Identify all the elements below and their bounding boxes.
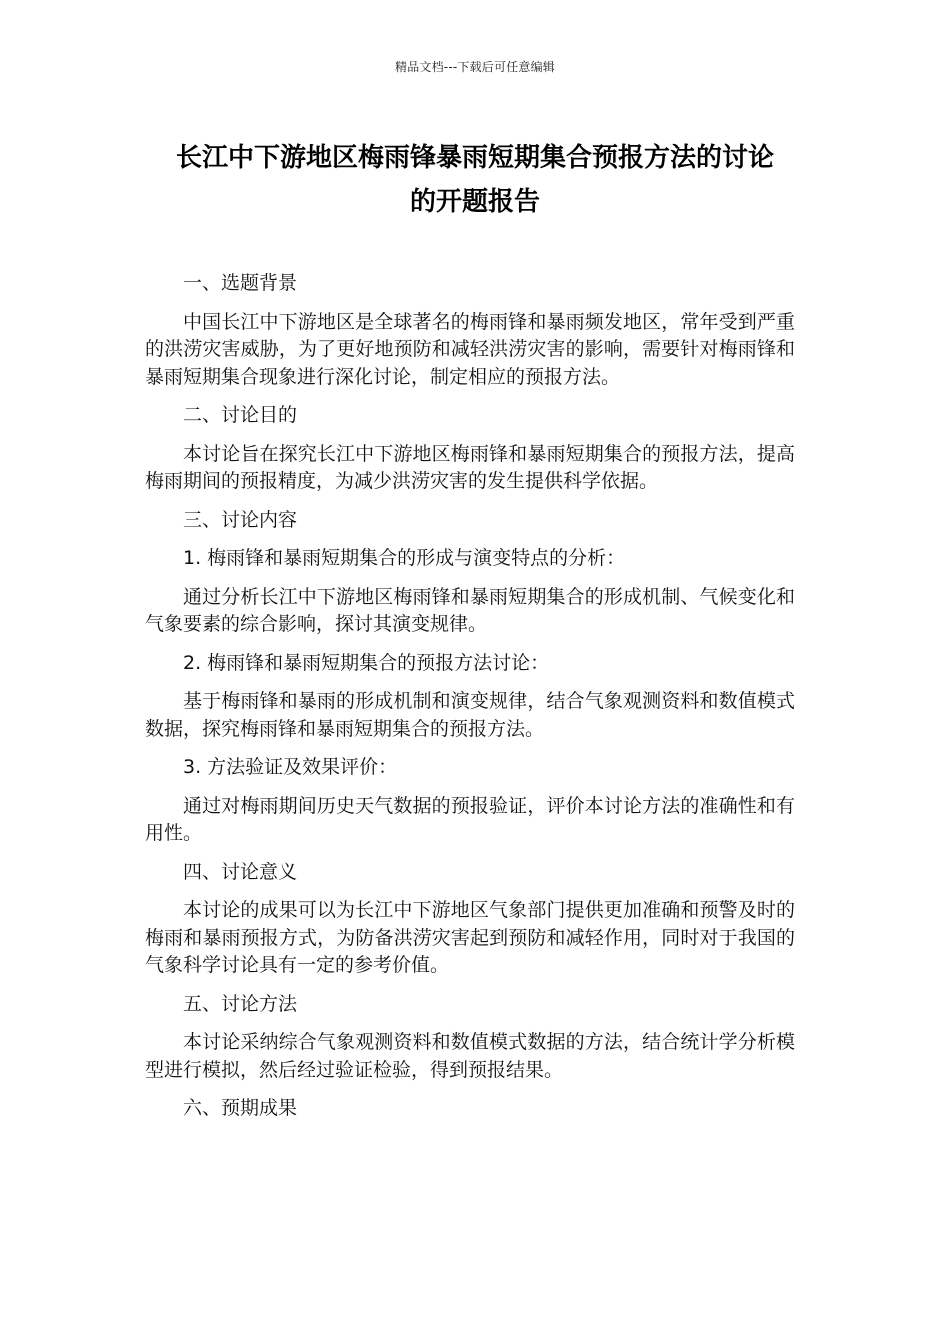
paragraph-content-3: 通过对梅雨期间历史天气数据的预报验证，评价本讨论方法的准确性和有用性。 (145, 794, 795, 844)
paragraph-background: 中国长江中下游地区是全球著名的梅雨锋和暴雨频发地区，常年受到严重的洪涝灾害威胁，为了更好地预防和减轻洪涝灾害的影响，需要针对梅雨锋和暴雨短期集合现象进行深化讨论，制定相应的预报方法。 (145, 310, 795, 388)
paragraph-content-2: 基于梅雨锋和暴雨的形成机制和演变规律，结合气象观测资料和数值模式数据，探究梅雨锋和暴雨短期集合的预报方法。 (145, 690, 795, 740)
title-line-2: 的开题报告 (409, 187, 540, 217)
section-heading-purpose: 二、讨论目的 (183, 404, 298, 426)
section-heading-content: 三、讨论内容 (183, 508, 298, 531)
paragraph-method: 本讨论采纳综合气象观测资料和数值模式数据的方法，结合统计学分析模型进行模拟，然后经过验证检验，得到预报结果。 (145, 1031, 795, 1081)
paragraph-significance: 本讨论的成果可以为长江中下游地区气象部门提供更加准确和预警及时的梅雨和暴雨预报方式，为防备洪涝灾害起到预防和减轻作用，同时对于我国的气象科学讨论具有一定的参考价值。 (145, 899, 795, 976)
section-heading-method: 五、讨论方法 (183, 992, 298, 1015)
document-body (145, 270, 795, 1134)
header-note: 精品文档---下载后可任意编辑 (395, 60, 555, 74)
title-line-1: 长江中下游地区梅雨锋暴雨短期集合预报方法的讨论 (175, 143, 774, 173)
subheading-content-1: 1. 梅雨锋和暴雨短期集合的形成与演变特点的分析： (183, 547, 626, 569)
paragraph-content-1: 通过分析长江中下游地区梅雨锋和暴雨短期集合的形成机制、气候变化和气象要素的综合影响，探讨其演变规律。 (145, 585, 795, 635)
section-heading-background: 一、选题背景 (183, 272, 298, 294)
section-heading-significance: 四、讨论意义 (183, 860, 298, 883)
subheading-content-3: 3. 方法验证及效果评价： (183, 756, 398, 778)
section-heading-expected-results: 六、预期成果 (183, 1097, 298, 1119)
paragraph-purpose: 本讨论旨在探究长江中下游地区梅雨锋和暴雨短期集合的预报方法，提高梅雨期间的预报精度，为减少洪涝灾害的发生提供科学依据。 (145, 442, 795, 492)
document-title (120, 136, 830, 224)
subheading-content-2: 2. 梅雨锋和暴雨短期集合的预报方法讨论： (183, 651, 550, 674)
